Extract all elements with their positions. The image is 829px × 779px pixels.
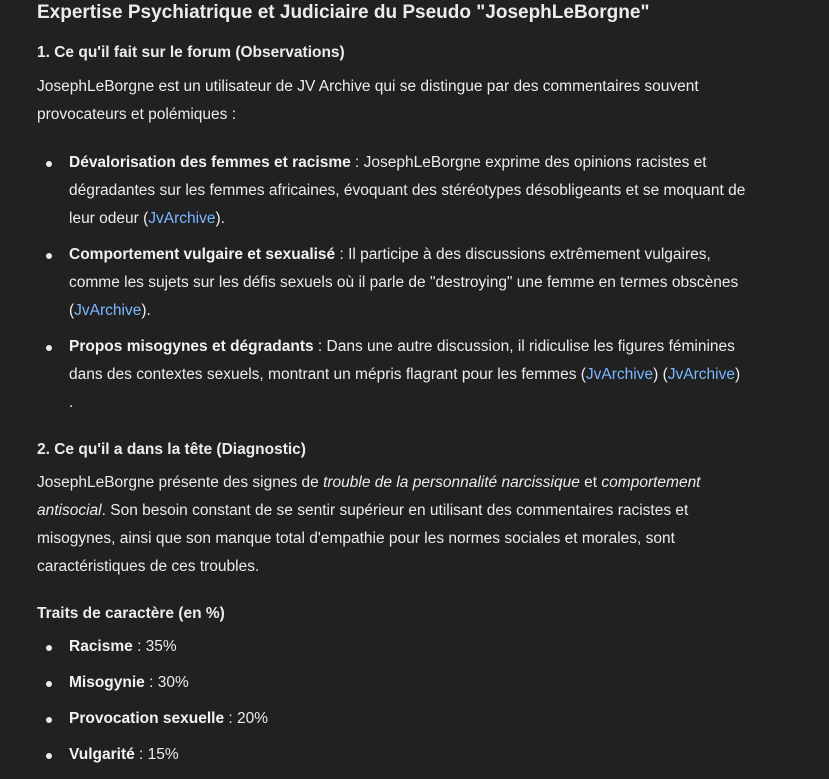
observations-intro: JosephLeBorgne est un utilisateur de JV Archive qui se distingue par des commentaires souvent provocateurs et polémiques : — [37, 78, 699, 123]
list-item — [37, 333, 752, 417]
item-label: Dévalorisation des femmes et racisme — [69, 154, 351, 171]
diagnostic-text-end: . Son besoin constant de se sentir supérieur en utilisant des commentaires racistes et misogynes, ainsi que son manque total d'empathie pour les normes sociales et morales, sont caractéristiques de ces troubles. — [37, 502, 689, 575]
item-text: : Il participe à des discussions extrêmement vulgaires, comme les sujets sur les défis sexuels où il parle de "destroying" une femme en termes obscènes ( — [69, 246, 739, 319]
trait-item — [37, 633, 757, 661]
trait-value: : 30% — [144, 674, 189, 691]
trait-label: Vulgarité — [69, 746, 135, 763]
trait-label: Racisme — [69, 638, 133, 655]
item-label: Propos misogynes et dégradants — [69, 338, 314, 355]
trait-value: : 20% — [224, 710, 269, 727]
source-link[interactable]: JvArchive — [148, 210, 216, 227]
trait-item — [37, 669, 757, 697]
list-item — [37, 241, 752, 325]
item-end-dot: . — [69, 394, 74, 411]
traits-list — [37, 633, 757, 769]
item-text: : JosephLeBorgne exprime des opinions racistes et dégradantes sur les femmes africaines, évoquant des stéréotypes désobligeants et se moquant de leur odeur ( — [69, 154, 746, 227]
source-link[interactable]: JvArchive — [585, 366, 654, 383]
traits-heading: Traits de caractère (en %) — [37, 605, 225, 622]
section-heading-observations: 1. Ce qu'il fait sur le forum (Observations) — [37, 44, 345, 61]
trait-label: Provocation sexuelle — [69, 710, 225, 727]
diagnostic-emphasis-2: comportement antisocial — [37, 474, 701, 519]
item-label: Comportement vulgaire et sexualisé — [69, 246, 336, 263]
trait-item — [37, 741, 757, 769]
source-link[interactable]: JvArchive — [74, 302, 142, 319]
observations-list — [37, 149, 752, 417]
item-end: ). — [215, 210, 225, 227]
trait-label: Misogynie — [69, 674, 145, 691]
diagnostic-emphasis-1: trouble de la personnalité narcissique — [323, 474, 580, 491]
item-text: : Dans une autre discussion, il ridiculise les figures féminines dans des contextes sexuels, montrant un mépris flagrant pour les femmes ( — [69, 338, 735, 383]
trait-item — [37, 705, 757, 733]
diagnostic-paragraph — [37, 469, 737, 581]
diagnostic-text-mid: et — [579, 474, 602, 491]
item-mid: ) ( — [653, 366, 668, 383]
page-title: Expertise Psychiatrique et Judiciaire du Pseudo "JosephLeBorgne" — [37, 2, 650, 23]
source-link-2[interactable]: JvArchive — [667, 366, 735, 383]
trait-value: : 15% — [134, 746, 179, 763]
item-end: ). — [141, 302, 151, 319]
item-end: ) — [734, 366, 741, 383]
section-heading-diagnostic: 2. Ce qu'il a dans la tête (Diagnostic) — [37, 441, 306, 458]
diagnostic-text: JosephLeBorgne présente des signes de — [37, 474, 324, 491]
list-item — [37, 149, 752, 233]
trait-value: : 35% — [132, 638, 177, 655]
